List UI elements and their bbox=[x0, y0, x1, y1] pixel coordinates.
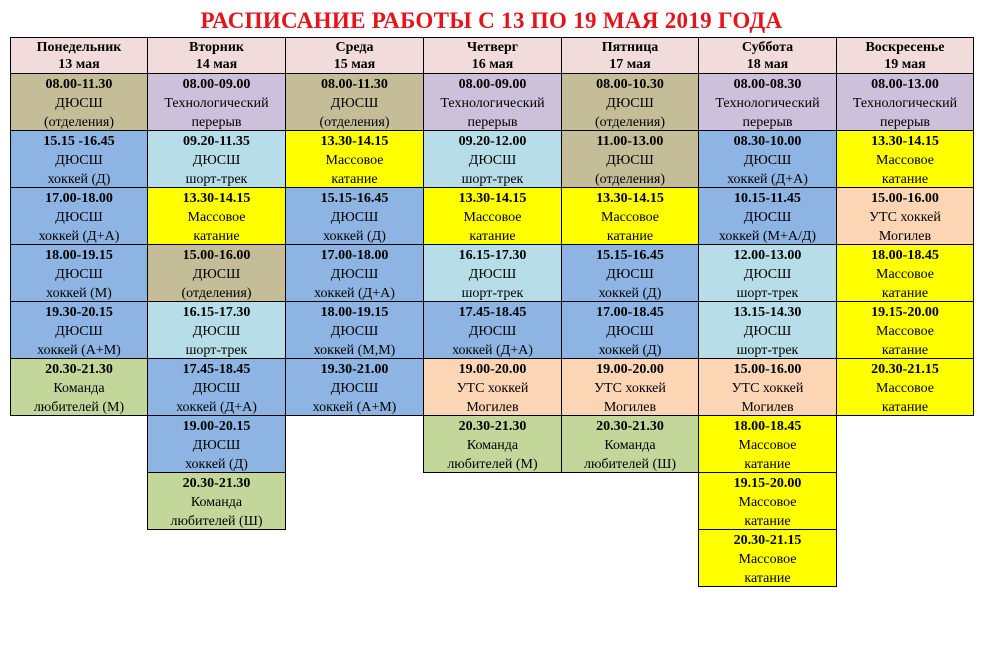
slot-group: катание bbox=[193, 229, 240, 244]
slot-activity: ДЮСШ bbox=[330, 210, 379, 225]
slot-group: любителей (Ш) bbox=[170, 514, 263, 529]
slot-activity: ДЮСШ bbox=[606, 96, 654, 111]
slot-time: 08.30-10.00 bbox=[733, 134, 802, 149]
slot-group: Могилев bbox=[741, 400, 794, 415]
slot-group: катание bbox=[331, 172, 378, 187]
day-date: 17 мая bbox=[609, 57, 651, 72]
slot-activity: ДЮСШ bbox=[743, 153, 792, 168]
schedule-slot bbox=[147, 415, 286, 473]
slot-group: хоккей (Д) bbox=[47, 172, 111, 187]
slot-group: катание bbox=[744, 571, 791, 586]
schedule-slot bbox=[698, 130, 837, 188]
slot-activity: УТС хоккей bbox=[869, 210, 941, 225]
schedule-slot bbox=[285, 73, 424, 131]
slot-activity: Команда bbox=[466, 438, 519, 453]
day-name: Среда bbox=[335, 40, 374, 55]
slot-time: 13.30-14.15 bbox=[458, 191, 527, 206]
slot-activity: Массовое bbox=[325, 153, 384, 168]
slot-time: 17.45-18.45 bbox=[458, 305, 527, 320]
day-name: Пятница bbox=[601, 40, 659, 55]
day-column bbox=[698, 37, 837, 587]
slot-group: катание bbox=[881, 286, 929, 301]
schedule-slot bbox=[285, 301, 424, 359]
schedule-slot bbox=[10, 244, 148, 302]
day-name: Вторник bbox=[188, 40, 244, 55]
day-date: 14 мая bbox=[195, 57, 238, 72]
slot-activity: Команда bbox=[53, 381, 105, 396]
slot-group: катание bbox=[881, 343, 929, 358]
slot-activity: ДЮСШ bbox=[192, 381, 241, 396]
slot-activity: Массовое bbox=[876, 381, 934, 396]
slot-activity: ДЮСШ bbox=[55, 210, 103, 225]
schedule-slot bbox=[561, 130, 699, 188]
schedule-slot bbox=[698, 73, 837, 131]
slot-group: хоккей (М+А/Д) bbox=[718, 229, 817, 244]
schedule-slot bbox=[10, 358, 148, 416]
slot-group: (отделения) bbox=[43, 115, 115, 130]
slot-activity: УТС хоккей bbox=[594, 381, 666, 396]
schedule-slot bbox=[147, 472, 286, 530]
slot-activity: Команда bbox=[190, 495, 243, 510]
slot-time: 11.00-13.00 bbox=[596, 134, 664, 149]
page-title: РАСПИСАНИЕ РАБОТЫ С 13 ПО 19 МАЯ 2019 ГОДА bbox=[200, 8, 783, 33]
schedule-slot bbox=[836, 244, 974, 302]
slot-group: (отделения) bbox=[181, 286, 252, 301]
slot-group: хоккей (Д+А) bbox=[452, 343, 533, 358]
slot-group: хоккей (А+М) bbox=[312, 400, 397, 415]
slot-activity: УТС хоккей bbox=[731, 381, 804, 396]
slot-activity: ДЮСШ bbox=[606, 267, 654, 282]
schedule-slot bbox=[147, 187, 286, 245]
slot-group: хоккей (Д) bbox=[598, 343, 662, 358]
slot-activity: ДЮСШ bbox=[330, 96, 379, 111]
slot-group: любителей (М) bbox=[447, 457, 538, 472]
slot-time: 08.00-08.30 bbox=[733, 77, 802, 92]
slot-time: 15.00-16.00 bbox=[733, 362, 802, 377]
slot-group: перерыв bbox=[742, 115, 793, 130]
slot-group: хоккей (Д+А) bbox=[314, 286, 395, 301]
slot-activity: ДЮСШ bbox=[330, 381, 379, 396]
slot-time: 13.30-14.15 bbox=[182, 191, 251, 206]
slot-time: 16.15-17.30 bbox=[182, 305, 251, 320]
day-header bbox=[285, 37, 424, 74]
schedule-slot bbox=[561, 244, 699, 302]
day-column bbox=[10, 37, 148, 416]
slot-time: 19.30-21.00 bbox=[320, 362, 389, 377]
slot-activity: ДЮСШ bbox=[468, 267, 517, 282]
slot-group: любителей (Ш) bbox=[583, 457, 677, 472]
schedule-slot bbox=[10, 73, 148, 131]
day-header bbox=[423, 37, 562, 74]
slot-time: 08.00-09.00 bbox=[182, 77, 251, 92]
day-date: 16 мая bbox=[471, 57, 514, 72]
slot-time: 15.15-16.45 bbox=[320, 191, 389, 206]
slot-group: (отделения) bbox=[319, 115, 390, 130]
slot-time: 08.00-11.30 bbox=[321, 77, 388, 92]
schedule-slot bbox=[423, 130, 562, 188]
slot-time: 09.20-12.00 bbox=[458, 134, 527, 149]
slot-time: 19.30-20.15 bbox=[45, 305, 113, 320]
slot-activity: Массовое bbox=[601, 210, 659, 225]
slot-group: шорт-трек bbox=[185, 343, 248, 358]
slot-activity: ДЮСШ bbox=[330, 324, 379, 339]
slot-group: катание bbox=[881, 172, 929, 187]
schedule-slot bbox=[147, 130, 286, 188]
day-name: Воскресенье bbox=[865, 40, 945, 55]
slot-time: 20.30-21.30 bbox=[45, 362, 113, 377]
schedule-slot bbox=[10, 301, 148, 359]
slot-time: 18.00-18.45 bbox=[733, 419, 802, 434]
slot-activity: ДЮСШ bbox=[55, 153, 103, 168]
slot-time: 17.00-18.00 bbox=[320, 248, 389, 263]
slot-time: 12.00-13.00 bbox=[733, 248, 802, 263]
slot-activity: Массовое bbox=[876, 153, 934, 168]
day-column bbox=[147, 37, 286, 530]
day-name: Понедельник bbox=[36, 40, 122, 55]
slot-activity: Технологический bbox=[852, 96, 958, 111]
schedule-slot bbox=[836, 187, 974, 245]
slot-activity: ДЮСШ bbox=[468, 153, 517, 168]
day-name: Суббота bbox=[741, 40, 794, 55]
slot-activity: ДЮСШ bbox=[192, 438, 241, 453]
slot-group: любителей (М) bbox=[33, 400, 125, 415]
slot-group: хоккей (М,М) bbox=[313, 343, 396, 358]
slot-activity: Массовое bbox=[463, 210, 522, 225]
schedule-slot bbox=[423, 187, 562, 245]
slot-activity: Массовое bbox=[876, 324, 934, 339]
slot-group: Могилев bbox=[878, 229, 932, 244]
slot-group: Могилев bbox=[466, 400, 519, 415]
schedule-slot bbox=[836, 358, 974, 416]
schedule-slot bbox=[423, 301, 562, 359]
slot-group: катание bbox=[469, 229, 516, 244]
schedule-slot bbox=[698, 415, 837, 473]
slot-group: перерыв bbox=[467, 115, 518, 130]
slot-activity: ДЮСШ bbox=[192, 153, 241, 168]
slot-time: 08.00-11.30 bbox=[45, 77, 113, 92]
slot-activity: ДЮСШ bbox=[330, 267, 379, 282]
slot-time: 08.00-10.30 bbox=[596, 77, 664, 92]
schedule-slot bbox=[423, 415, 562, 473]
slot-activity: Массовое bbox=[738, 438, 797, 453]
slot-group: (отделения) bbox=[594, 115, 666, 130]
day-column bbox=[836, 37, 974, 416]
slot-activity: Массовое bbox=[876, 267, 934, 282]
slot-activity: ДЮСШ bbox=[468, 324, 517, 339]
slot-activity: ДЮСШ bbox=[743, 210, 792, 225]
slot-group: перерыв bbox=[880, 115, 930, 130]
day-header bbox=[698, 37, 837, 74]
slot-time: 13.30-14.15 bbox=[871, 134, 939, 149]
slot-activity: Массовое bbox=[738, 552, 797, 567]
slot-group: шорт-трек bbox=[185, 172, 248, 187]
slot-time: 20.30-21.15 bbox=[733, 533, 802, 548]
slot-group: хоккей (Д) bbox=[598, 286, 662, 301]
slot-time: 17.00-18.00 bbox=[45, 191, 113, 206]
slot-time: 18.00-19.15 bbox=[320, 305, 389, 320]
schedule-slot bbox=[698, 472, 837, 530]
schedule-slot bbox=[423, 358, 562, 416]
slot-time: 13.30-14.15 bbox=[320, 134, 389, 149]
schedule-slot bbox=[698, 301, 837, 359]
slot-group: катание bbox=[744, 514, 791, 529]
slot-time: 20.30-21.30 bbox=[182, 476, 251, 491]
schedule-slot bbox=[836, 130, 974, 188]
slot-activity: ДЮСШ bbox=[192, 324, 241, 339]
slot-activity: ДЮСШ bbox=[606, 153, 654, 168]
slot-activity: Технологический bbox=[715, 96, 820, 111]
slot-time: 19.00-20.00 bbox=[596, 362, 664, 377]
slot-activity: Массовое bbox=[187, 210, 246, 225]
schedule-slot bbox=[836, 73, 974, 131]
schedule-slot bbox=[561, 415, 699, 473]
day-column bbox=[423, 37, 562, 473]
schedule-slot bbox=[10, 187, 148, 245]
slot-group: катание bbox=[606, 229, 654, 244]
slot-time: 08.00-13.00 bbox=[871, 77, 939, 92]
schedule-slot bbox=[285, 130, 424, 188]
slot-time: 15.15 -16.45 bbox=[43, 134, 115, 149]
slot-time: 13.30-14.15 bbox=[596, 191, 664, 206]
day-date: 15 мая bbox=[333, 57, 376, 72]
slot-time: 19.15-20.00 bbox=[871, 305, 939, 320]
slot-group: хоккей (Д) bbox=[185, 457, 248, 472]
slot-time: 19.00-20.00 bbox=[458, 362, 527, 377]
slot-time: 18.00-19.15 bbox=[45, 248, 113, 263]
day-date: 19 мая bbox=[884, 57, 926, 72]
schedule-slot bbox=[698, 358, 837, 416]
slot-activity: ДЮСШ bbox=[743, 267, 792, 282]
slot-group: хоккей (Д+А) bbox=[38, 229, 120, 244]
schedule-slot bbox=[147, 73, 286, 131]
slot-time: 08.00-09.00 bbox=[458, 77, 527, 92]
slot-time: 16.15-17.30 bbox=[458, 248, 527, 263]
slot-group: катание bbox=[744, 457, 791, 472]
slot-activity: Технологический bbox=[440, 96, 545, 111]
day-header bbox=[10, 37, 148, 74]
slot-activity: Технологический bbox=[164, 96, 269, 111]
schedule-slot bbox=[561, 73, 699, 131]
slot-time: 15.00-16.00 bbox=[182, 248, 251, 263]
slot-time: 17.45-18.45 bbox=[182, 362, 251, 377]
slot-activity: Массовое bbox=[738, 495, 797, 510]
slot-group: шорт-трек bbox=[736, 343, 799, 358]
slot-activity: ДЮСШ bbox=[55, 267, 103, 282]
schedule-slot bbox=[698, 529, 837, 587]
slot-group: хоккей (Д) bbox=[323, 229, 386, 244]
slot-group: хоккей (М) bbox=[46, 286, 112, 301]
schedule-slot bbox=[698, 187, 837, 245]
schedule-slot bbox=[285, 244, 424, 302]
slot-time: 19.15-20.00 bbox=[733, 476, 802, 491]
slot-time: 18.00-18.45 bbox=[871, 248, 939, 263]
slot-time: 13.15-14.30 bbox=[733, 305, 802, 320]
slot-time: 20.30-21.30 bbox=[458, 419, 527, 434]
slot-time: 20.30-21.15 bbox=[871, 362, 939, 377]
schedule-slot bbox=[10, 130, 148, 188]
schedule-slot bbox=[561, 358, 699, 416]
schedule-slot bbox=[147, 244, 286, 302]
day-name: Четверг bbox=[466, 40, 519, 55]
slot-time: 17.00-18.45 bbox=[596, 305, 664, 320]
slot-group: (отделения) bbox=[594, 172, 666, 187]
day-header bbox=[836, 37, 974, 74]
slot-activity: ДЮСШ bbox=[192, 267, 241, 282]
schedule-slot bbox=[698, 244, 837, 302]
schedule-slot bbox=[285, 358, 424, 416]
slot-group: катание bbox=[881, 400, 929, 415]
slot-time: 09.20-11.35 bbox=[183, 134, 250, 149]
slot-time: 15.15-16.45 bbox=[596, 248, 664, 263]
day-column bbox=[561, 37, 699, 473]
day-header bbox=[147, 37, 286, 74]
slot-time: 15.00-16.00 bbox=[871, 191, 939, 206]
slot-activity: ДЮСШ bbox=[55, 324, 103, 339]
slot-time: 19.00-20.15 bbox=[182, 419, 251, 434]
slot-group: шорт-трек bbox=[461, 172, 524, 187]
day-date: 13 мая bbox=[58, 57, 100, 72]
slot-group: хоккей (Д+А) bbox=[176, 400, 257, 415]
slot-time: 20.30-21.30 bbox=[596, 419, 664, 434]
schedule-slot bbox=[285, 187, 424, 245]
schedule-slot bbox=[836, 301, 974, 359]
slot-activity: ДЮСШ bbox=[55, 96, 103, 111]
slot-group: перерыв bbox=[191, 115, 242, 130]
schedule-slot bbox=[561, 301, 699, 359]
slot-group: шорт-трек bbox=[461, 286, 524, 301]
slot-group: шорт-трек bbox=[736, 286, 799, 301]
slot-time: 10.15-11.45 bbox=[734, 191, 801, 206]
slot-activity: ДЮСШ bbox=[743, 324, 792, 339]
day-column bbox=[285, 37, 424, 416]
schedule-slot bbox=[147, 358, 286, 416]
schedule-slot bbox=[147, 301, 286, 359]
day-date: 18 мая bbox=[746, 57, 789, 72]
slot-group: хоккей (Д+А) bbox=[727, 172, 808, 187]
slot-group: хоккей (А+М) bbox=[37, 343, 121, 358]
schedule-slot bbox=[423, 73, 562, 131]
day-header bbox=[561, 37, 699, 74]
slot-activity: ДЮСШ bbox=[606, 324, 654, 339]
schedule-slot bbox=[423, 244, 562, 302]
slot-activity: УТС хоккей bbox=[456, 381, 529, 396]
slot-group: Могилев bbox=[603, 400, 657, 415]
slot-activity: Команда bbox=[604, 438, 656, 453]
schedule-slot bbox=[561, 187, 699, 245]
